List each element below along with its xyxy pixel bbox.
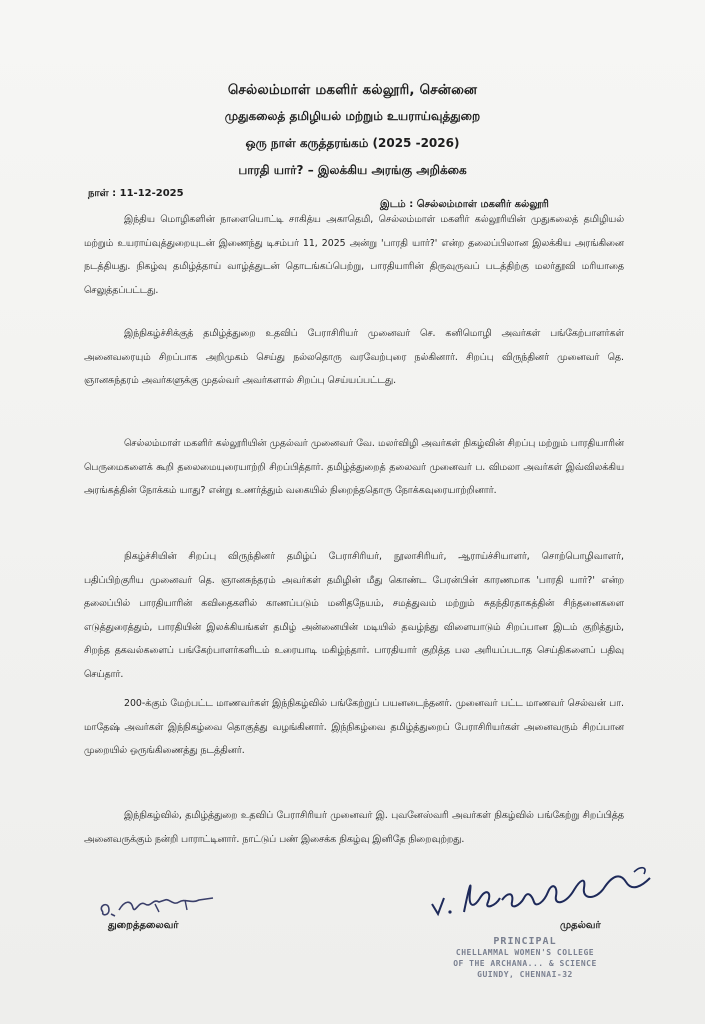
hod-label: துறைத்தலைவர்	[108, 920, 179, 931]
report-date: நாள் : 11-12-2025	[88, 188, 184, 199]
paragraph-vote-of-thanks: இந்நிகழ்வில், தமிழ்த்துறை உதவிப் பேராசிரியர் முனைவர் இ. புவனேஸ்வரி அவர்கள் நிகழ்வில் பங்கேற்று சிறப்பித்த அனைவருக்கும் நன்றி பாராட்டினார். நாட்டுப் பண் இசைக்க நிகழ்வு இனிதே நிறைவுற்றது.	[84, 810, 624, 845]
principal-label: முதல்வர்	[560, 920, 601, 931]
paragraph-presidential: செல்லம்மாள் மகளிர் கல்லூரியின் முதல்வர் முனைவர் வே. மலர்விழி அவர்கள் நிகழ்வின் சிறப்பு மற்றும் பாரதியாரின் பெருமைகளைக் கூறி தலைமையுரையாற்றி சிறப்பித்தார். தமிழ்த்துறைத் தலைவர் முனைவர் ப. விமலா அவர்கள் இவ்விலக்கிய அரங்கத்தின் நோக்கம் யாது? என்று உணர்த்தும் வகையில் நிறைந்ததொரு நோக்கவுரையாற்றினார்.	[84, 438, 624, 496]
paragraph-welcome: இந்நிகழ்ச்சிக்குத் தமிழ்த்துறை உதவிப் பேராசிரியர் முனைவர் செ. கனிமொழி அவர்கள் பங்கேற்பாளர்கள் அனைவரையும் சிறப்பாக அறிமுகம் செய்து நல்லதொரு வரவேற்புரை நல்கினார். சிறப்பு விருந்தினர் முனைவர் தெ. ஞானசுந்தரம் அவர்களுக்கு முதல்வர் அவர்களால் சிறப்பு செய்யப்பட்டது.	[84, 328, 624, 386]
paragraph-participation: 200-க்கும் மேற்பட்ட மாணவர்கள் இந்நிகழ்வில் பங்கேற்றுப் பயனடைந்தனர். முனைவர் பட்ட மாணவர் செல்வன் பா. மாதேஷ் அவர்கள் இந்நிகழ்வை தொகுத்து வழங்கினார். இந்நிகழ்வை தமிழ்த்துறைப் பேராசிரியர்கள் அனைவரும் சிறப்பான முறையில் ஒருங்கிணைத்து நடத்தினர்.	[84, 698, 624, 756]
stamp-line-1: PRINCIPAL	[493, 936, 557, 947]
report-venue: இடம் : செல்லம்மாள் மகளிர் கல்லூரி	[380, 199, 549, 210]
paragraph-intro: இந்திய மொழிகளின் நாளையொட்டி சாகித்ய அகாதெமி, செல்லம்மாள் மகளிர் கல்லூரியின் முதுகலைத் தமிழியல் மற்றும் உயராய்வுத்துறையுடன் இணைந்து டிசம்பர் 11, 2025 அன்று 'பாரதி யார்?' என்ற தலைப்பிலான இலக்கிய அரங்கினை நடத்தியது. நிகழ்வு தமிழ்த்தாய் வாழ்த்துடன் தொடங்கப்பெற்று, பாரதியாரின் திருவுருவப் படத்திற்கு மலர்தூவி மரியாதை செலுத்தப்பட்டது.	[84, 214, 624, 296]
report-title: பாரதி யார்? – இலக்கிய அரங்கு அறிக்கை	[238, 163, 467, 177]
paragraph-chief-guest: நிகழ்ச்சியின் சிறப்பு விருந்தினர் தமிழ்ப் பேராசிரியர், நூலாசிரியர், ஆராய்ச்சியாளர், சொற்பொழிவாளர், பதிப்பிற்குரிய முனைவர் தெ. ஞானசுந்தரம் அவர்கள் தமிழின் மீது கொண்ட பேரன்பின் காரணமாக 'பாரதி யார்?' என்ற தலைப்பில் பாரதியாரின் கவிதைகளில் காணப்படும் மனிதநேயம், சமத்துவம் மற்றும் சுதந்திரதாகத்தின் சிந்தனைகளை எடுத்துரைத்தும், பாரதியின் இலக்கியங்கள் தமிழ் அன்னையின் மடியில் தவழ்ந்து விளையாடும் சிறப்பான இடம் குறித்தும், சிறந்த தகவல்களைப் பங்கேற்பாளர்களிடம் உரையாடி மகிழ்ந்தார். பாரதியார் குறித்த பல அரியப்படாத செய்திகளைப் பதிவு செய்தார்.	[84, 551, 624, 680]
department-name: முதுகலைத் தமிழியல் மற்றும் உயராய்வுத்துறை	[224, 109, 481, 123]
seminar-title: ஒரு நாள் கருத்தரங்கம் (2025 -2026)	[245, 136, 460, 150]
stamp-line-3: OF THE ARCHANA... & SCIENCE	[453, 959, 597, 968]
principal-stamp	[440, 936, 610, 980]
principal-signature	[428, 862, 668, 922]
stamp-line-4: GUINDY, CHENNAI-32	[477, 970, 573, 979]
stamp-line-2: CHELLAMMAL WOMEN'S COLLEGE	[455, 948, 595, 957]
college-name: செல்லம்மாள் மகளிர் கல்லூரி, சென்னை	[227, 82, 478, 98]
